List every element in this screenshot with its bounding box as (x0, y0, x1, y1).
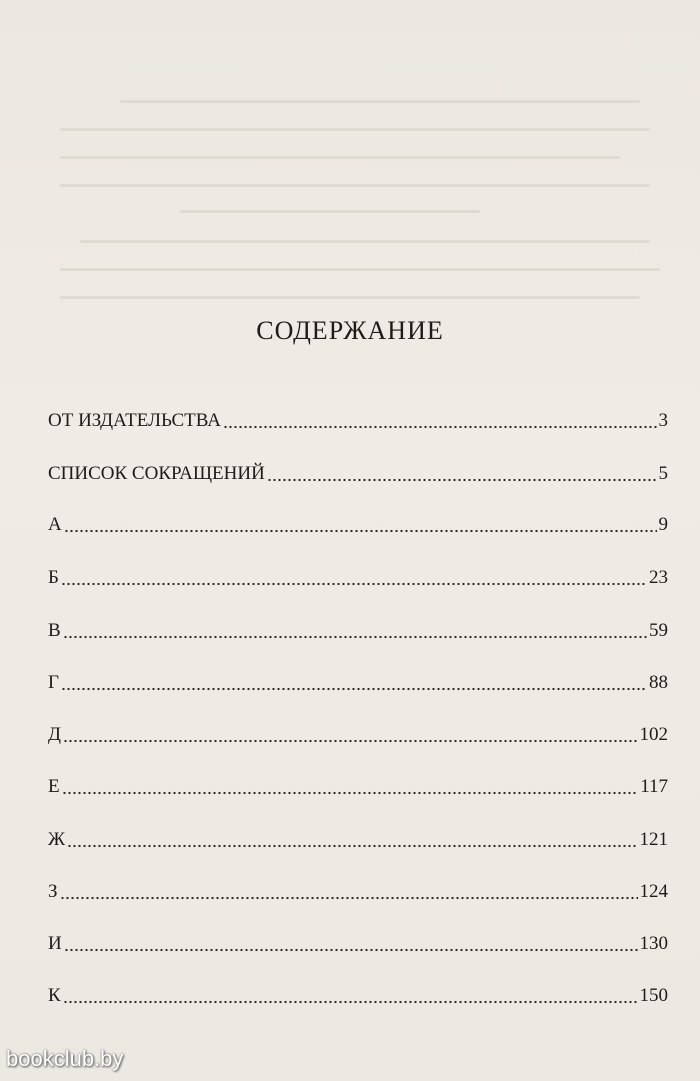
bleed-through-line (60, 156, 620, 159)
toc-entry (48, 821, 668, 851)
bleed-through-line (120, 100, 640, 103)
toc-entry (48, 664, 668, 694)
toc-entry-page: 59 (649, 620, 668, 641)
dot-leader (63, 985, 638, 1007)
toc-entry-label: СПИСОК СОКРАЩЕНИЙ (48, 463, 265, 484)
toc-entry (48, 716, 668, 746)
watermark: bookclub.by (6, 1046, 124, 1071)
dot-leader (223, 410, 657, 432)
toc-entry (48, 402, 668, 432)
dot-leader (267, 463, 657, 485)
toc-entry (48, 506, 668, 536)
toc-entry-page: 9 (658, 514, 668, 535)
toc-entry-label: И (48, 933, 62, 954)
toc-entry (48, 768, 668, 798)
toc-entry-label: В (48, 620, 61, 641)
toc-entry-page: 150 (639, 985, 668, 1006)
toc-entry-page: 23 (649, 567, 668, 588)
dot-leader (60, 881, 638, 903)
bleed-through-line (60, 184, 650, 187)
toc-entry-page: 117 (640, 776, 668, 797)
toc-entry-label: А (48, 514, 62, 535)
dot-leader (62, 776, 639, 798)
toc-entry (48, 873, 668, 903)
toc-entry-page: 102 (639, 724, 668, 745)
toc-entry-label: Б (48, 567, 59, 588)
dot-leader (61, 672, 647, 694)
toc-entry-page: 124 (639, 881, 668, 902)
toc-entry (48, 977, 668, 1007)
toc-entry-page: 3 (658, 410, 668, 431)
toc-entry-page: 121 (639, 829, 668, 850)
dot-leader (63, 620, 647, 642)
toc-entry-page: 88 (649, 672, 668, 693)
toc-entry (48, 925, 668, 955)
bleed-through-line (60, 128, 650, 131)
dot-leader (67, 829, 637, 851)
toc-entry-label: Е (48, 776, 60, 797)
bleed-through-line (60, 296, 640, 299)
toc-entry-page: 130 (639, 933, 668, 954)
toc-entry (48, 455, 668, 485)
bleed-through-line (180, 210, 480, 213)
dot-leader (61, 567, 647, 589)
bleed-through-line (80, 240, 650, 243)
dot-leader (64, 933, 638, 955)
bleed-through-line (60, 268, 660, 271)
page-title: СОДЕРЖАНИЕ (256, 316, 444, 345)
toc-entry-label: Ж (48, 829, 66, 850)
toc-entry-label: Г (48, 672, 59, 693)
dot-leader (64, 514, 657, 536)
toc-entry-label: ОТ ИЗДАТЕЛЬСТВА (48, 410, 221, 431)
toc-entry-label: Д (48, 724, 61, 745)
toc-entry-page: 5 (658, 463, 668, 484)
dot-leader (63, 724, 638, 746)
toc-entry (48, 559, 668, 589)
toc-entry (48, 612, 668, 642)
toc-entry-label: З (48, 881, 58, 902)
toc-entry-label: К (48, 985, 61, 1006)
